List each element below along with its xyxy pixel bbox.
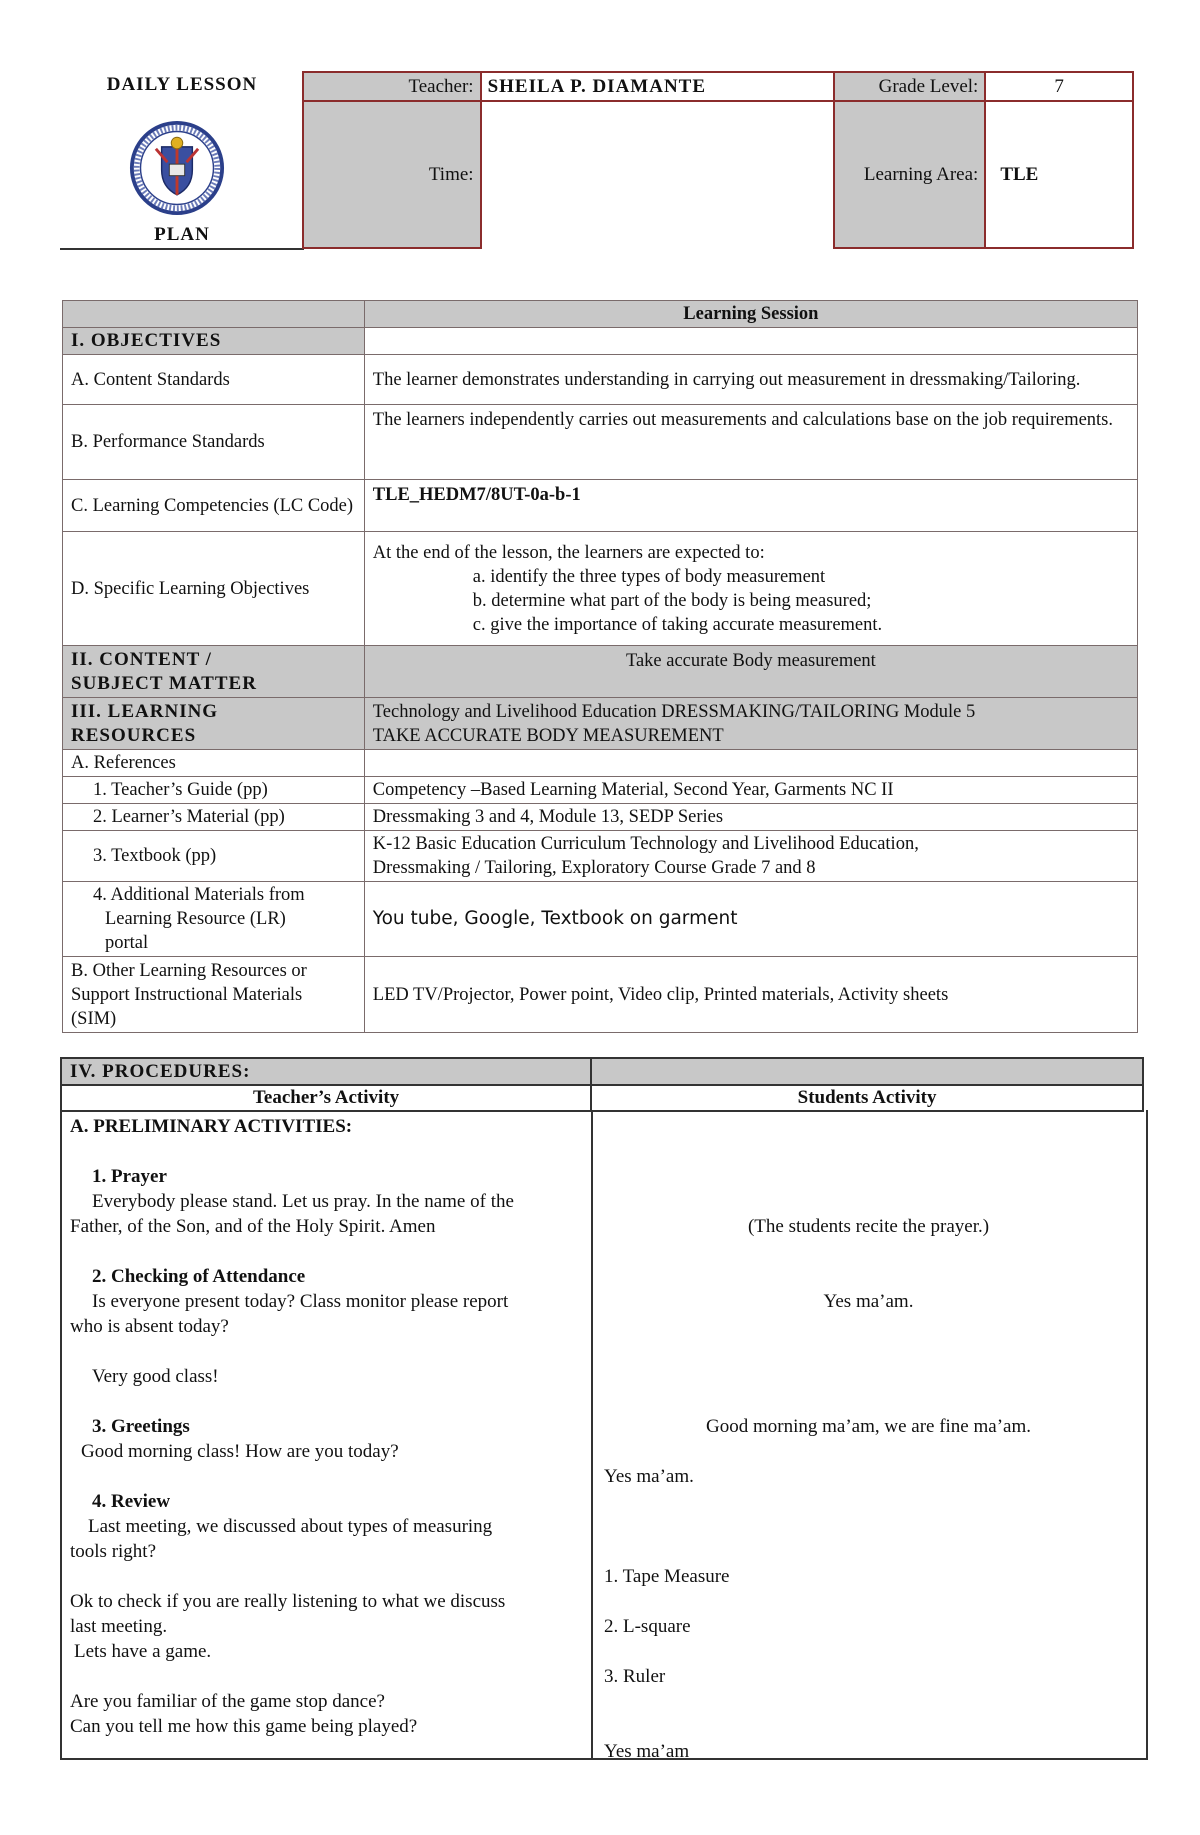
header-info-table bbox=[302, 71, 1134, 249]
content-value: Take accurate Body measurement bbox=[364, 646, 1137, 698]
textbook-value-line-1: K-12 Basic Education Curriculum Technology and Livelihood Education, bbox=[372, 834, 919, 854]
session-header: Learning Session bbox=[364, 301, 1137, 328]
resources-value bbox=[364, 698, 1137, 750]
list-item: a. identify the three types of body measurement bbox=[472, 566, 826, 587]
other-resources-line-2: Support Instructional Materials bbox=[71, 984, 303, 1005]
attendance-title: 2. Checking of Attendance bbox=[92, 1266, 306, 1287]
objectives-heading-blank bbox=[364, 328, 1137, 355]
review-text-line-2: tools right? bbox=[70, 1541, 157, 1562]
document-title-bottom: PLAN bbox=[154, 224, 210, 245]
teacher-value: SHEILA P. DIAMANTE bbox=[481, 72, 834, 101]
document-title-top: DAILY LESSON bbox=[106, 74, 258, 95]
grade-value: 7 bbox=[985, 72, 1133, 101]
check-text-line-3: Lets have a game. bbox=[74, 1641, 212, 1662]
resources-value-line-1: Technology and Livelihood Education DRESSMAKING/TAILORING Module 5 bbox=[372, 701, 976, 722]
procedures-heading: IV. PROCEDURES: bbox=[61, 1058, 591, 1085]
grade-label: Grade Level: bbox=[834, 72, 986, 101]
content-standards-value: The learner demonstrates understanding in carrying out measurement in dressmaking/Tailoring. bbox=[364, 355, 1137, 405]
performance-standards-label: B. Performance Standards bbox=[63, 405, 365, 480]
tool-answer-2: 2. L-square bbox=[604, 1616, 691, 1637]
procedures-table bbox=[60, 1057, 1144, 1112]
procedures-heading-blank bbox=[591, 1058, 1143, 1085]
lesson-plan-table bbox=[62, 300, 1138, 1033]
learning-area-value: TLE bbox=[985, 101, 1133, 248]
review-title: 4. Review bbox=[92, 1491, 171, 1512]
competencies-value: TLE_HEDM7/8UT-0a-b-1 bbox=[364, 480, 1137, 532]
final-student-response: Yes ma’am bbox=[604, 1741, 690, 1762]
additional-materials-value: You tube, Google, Textbook on garment bbox=[364, 882, 1137, 957]
attendance-text-line-2: who is absent today? bbox=[70, 1316, 229, 1337]
resources-heading-line-2: RESOURCES bbox=[71, 724, 197, 746]
additional-materials-line-3: portal bbox=[105, 933, 149, 953]
learners-material-value: Dressmaking 3 and 4, Module 13, SEDP Series bbox=[364, 804, 1137, 831]
learners-material-label: 2. Learner’s Material (pp) bbox=[63, 804, 365, 831]
greetings-student-response: Good morning ma’am, we are fine ma’am. bbox=[706, 1416, 1031, 1437]
greetings-title: 3. Greetings bbox=[92, 1416, 190, 1437]
other-resources-label bbox=[63, 957, 365, 1033]
content-heading-line-2: SUBJECT MATTER bbox=[71, 672, 257, 694]
attendance-text-line-1: Is everyone present today? Class monitor please report bbox=[92, 1291, 509, 1312]
additional-materials-label bbox=[63, 882, 365, 957]
time-value bbox=[481, 101, 834, 248]
prayer-text-line-2: Father, of the Son, and of the Holy Spirit. Amen bbox=[70, 1216, 436, 1237]
other-resources-value: LED TV/Projector, Power point, Video clip, Printed materials, Activity sheets bbox=[364, 957, 1137, 1033]
tool-answer-1: 1. Tape Measure bbox=[604, 1566, 730, 1587]
performance-standards-value: The learners independently carries out measurements and calculations base on the job requirements. bbox=[364, 405, 1137, 480]
resources-heading bbox=[63, 698, 365, 750]
check-text-line-1: Ok to check if you are really listening to what we discuss bbox=[70, 1591, 506, 1612]
teacher-label: Teacher: bbox=[303, 72, 481, 101]
textbook-value bbox=[364, 831, 1137, 882]
prayer-text-line-1: Everybody please stand. Let us pray. In the name of the bbox=[92, 1191, 514, 1212]
list-item: c. give the importance of taking accurate measurement. bbox=[472, 614, 883, 635]
textbook-value-line-2: Dressmaking / Tailoring, Exploratory Course Grade 7 and 8 bbox=[372, 858, 816, 878]
textbook-label: 3. Textbook (pp) bbox=[63, 831, 365, 882]
header-divider bbox=[60, 248, 304, 250]
teachers-guide-label: 1. Teacher’s Guide (pp) bbox=[63, 777, 365, 804]
other-resources-line-1: B. Other Learning Resources or bbox=[71, 960, 307, 981]
learning-area-label: Learning Area: bbox=[834, 101, 986, 248]
attendance-student-response: Yes ma’am. bbox=[823, 1291, 914, 1312]
familiar-text-line-2: Can you tell me how this game being played? bbox=[70, 1716, 418, 1737]
teachers-guide-value: Competency –Based Learning Material, Second Year, Garments NC II bbox=[364, 777, 1137, 804]
prayer-student-response: (The students recite the prayer.) bbox=[747, 1216, 990, 1237]
review-text-line-1: Last meeting, we discussed about types of measuring bbox=[88, 1516, 493, 1537]
preliminary-heading: A. PRELIMINARY ACTIVITIES: bbox=[70, 1116, 353, 1137]
content-heading-line-1: II. CONTENT / bbox=[71, 648, 212, 670]
prayer-title: 1. Prayer bbox=[92, 1166, 167, 1187]
additional-materials-line-2: Learning Resource (LR) bbox=[105, 909, 286, 929]
very-good-text: Very good class! bbox=[92, 1366, 219, 1387]
content-standards-label: A. Content Standards bbox=[63, 355, 365, 405]
tool-answer-3: 3. Ruler bbox=[604, 1666, 666, 1687]
specific-objectives-list bbox=[373, 565, 1129, 637]
teacher-activity-header: Teacher’s Activity bbox=[61, 1085, 591, 1111]
familiar-text-line-1: Are you familiar of the game stop dance? bbox=[70, 1691, 385, 1712]
greetings-student-response-2: Yes ma’am. bbox=[604, 1466, 694, 1487]
additional-materials-line-1: 4. Additional Materials from bbox=[93, 885, 305, 905]
deped-seal-icon bbox=[129, 120, 225, 216]
specific-objectives-value bbox=[364, 532, 1137, 646]
resources-heading-line-1: III. LEARNING bbox=[71, 700, 219, 722]
specific-objectives-label: D. Specific Learning Objectives bbox=[63, 532, 365, 646]
references-blank bbox=[364, 750, 1137, 777]
content-heading bbox=[63, 646, 365, 698]
session-header-blank bbox=[63, 301, 365, 328]
list-item: b. determine what part of the body is being measured; bbox=[472, 590, 872, 611]
other-resources-line-3: (SIM) bbox=[71, 1008, 117, 1029]
check-text-line-2: last meeting. bbox=[70, 1616, 168, 1637]
objectives-heading: I. OBJECTIVES bbox=[63, 328, 365, 355]
time-label: Time: bbox=[303, 101, 481, 248]
resources-value-line-2: TAKE ACCURATE BODY MEASUREMENT bbox=[372, 725, 724, 746]
specific-objectives-intro: At the end of the lesson, the learners are expected to: bbox=[372, 542, 765, 563]
greetings-text: Good morning class! How are you today? bbox=[81, 1441, 399, 1462]
references-label: A. References bbox=[63, 750, 365, 777]
competencies-label: C. Learning Competencies (LC Code) bbox=[63, 480, 365, 532]
student-activity-header: Students Activity bbox=[591, 1085, 1143, 1111]
